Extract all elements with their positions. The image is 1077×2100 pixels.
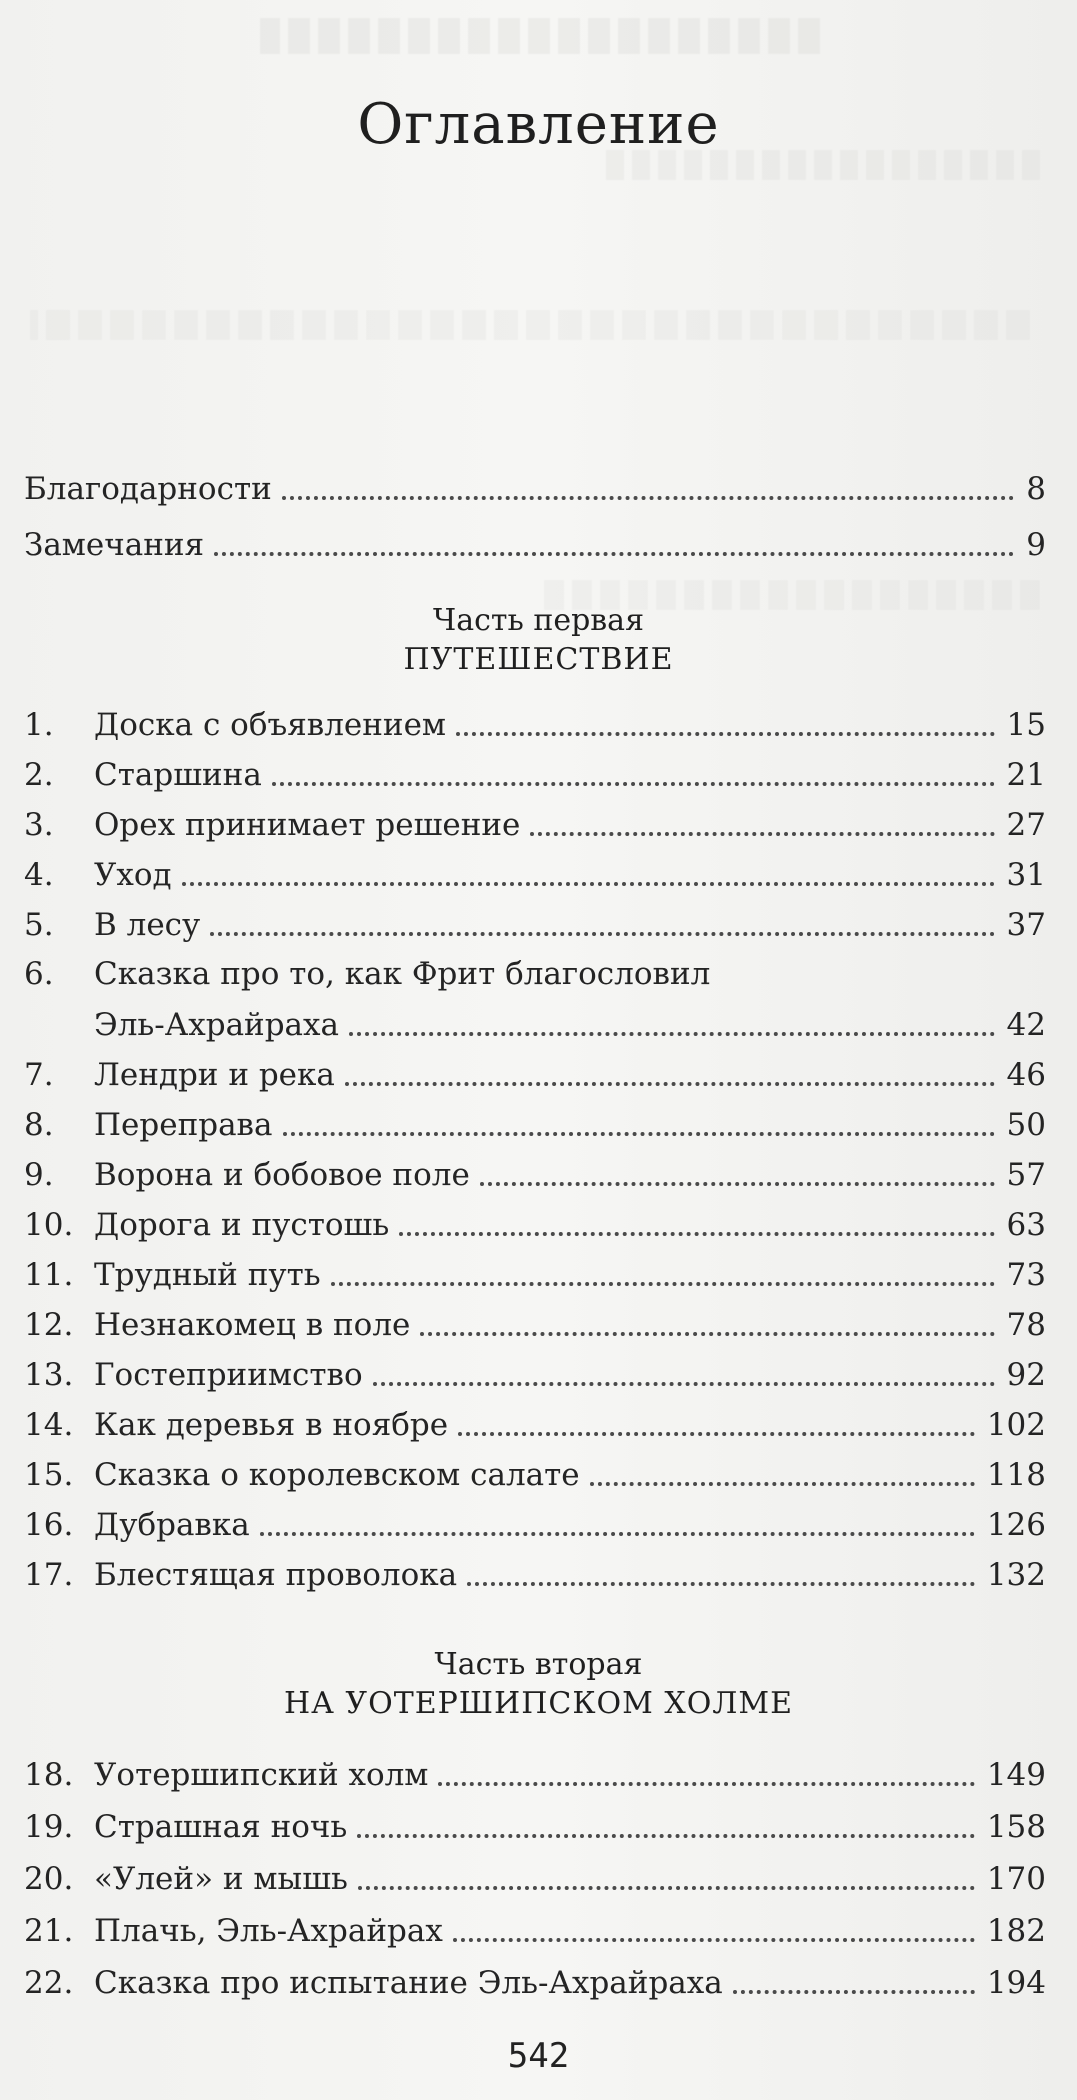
toc-entry: [24, 1848, 1046, 1898]
entry-page: 46: [1006, 1057, 1046, 1093]
bleed-through: [260, 18, 820, 54]
dot-leader: [480, 1182, 995, 1186]
entry-title: «Улей» и мышь: [94, 1861, 348, 1897]
entry-title: Замечания: [24, 527, 205, 563]
entry-page: 118: [986, 1457, 1046, 1493]
entry-title: Уход: [94, 857, 172, 893]
entry-title: Орех принимает решение: [94, 807, 521, 843]
dot-leader: [282, 496, 1014, 500]
entry-title-continued: Эль-Ахрайраха: [94, 1007, 340, 1043]
dot-leader: [456, 732, 995, 736]
entry-title: Плачь, Эль-Ахрайрах: [94, 1913, 443, 1949]
entry-number: 13.: [24, 1357, 74, 1393]
entry-title: Уотершипский холм: [94, 1757, 429, 1793]
entry-page: 42: [1006, 1007, 1046, 1043]
entry-title: Благодарности: [24, 471, 272, 507]
page-title: Оглавление: [357, 92, 720, 157]
dot-leader: [590, 1482, 975, 1486]
toc-entry: [24, 844, 1046, 894]
entry-number: 9.: [24, 1157, 54, 1193]
dot-leader: [467, 1582, 975, 1586]
dot-leader: [214, 552, 1014, 556]
bleed-through: [30, 310, 1030, 340]
dot-leader: [458, 1432, 975, 1436]
dot-leader: [373, 1382, 995, 1386]
entry-title: Ворона и бобовое поле: [94, 1157, 470, 1193]
entry-number: 21.: [24, 1913, 74, 1949]
part-heading: [0, 1646, 1077, 1724]
dot-leader: [283, 1132, 995, 1136]
toc-entry: [24, 1544, 1046, 1594]
entry-number: 6.: [24, 956, 54, 992]
toc-entry: [24, 1796, 1046, 1846]
dot-leader: [530, 832, 994, 836]
entry-title: Незнакомец в поле: [94, 1307, 411, 1343]
toc-entry: [24, 1952, 1046, 2002]
entry-number: 16.: [24, 1507, 74, 1543]
toc-entry: [24, 1744, 1046, 1794]
toc-entry: [24, 694, 1046, 744]
dot-leader: [260, 1532, 975, 1536]
dot-leader: [182, 882, 995, 886]
dot-leader: [345, 1082, 995, 1086]
dot-leader: [272, 782, 995, 786]
entry-number: 10.: [24, 1207, 74, 1243]
entry-number: 22.: [24, 1965, 74, 2001]
toc-entry: [24, 458, 1046, 508]
part-name: Часть вторая: [434, 1647, 643, 1682]
dot-leader: [733, 1990, 975, 1994]
entry-title: Сказка про испытание Эль-Ахрайраха: [94, 1965, 723, 2001]
entry-title: Доска с объявлением: [94, 707, 447, 743]
entry-title: Гостеприимство: [94, 1357, 363, 1393]
entry-page: 63: [1006, 1207, 1046, 1243]
toc-entry: [24, 1094, 1046, 1144]
entry-number: 20.: [24, 1861, 74, 1897]
dot-leader: [210, 932, 994, 936]
entry-page: 8: [1026, 471, 1046, 507]
toc-entry: [24, 744, 1046, 794]
entry-number: 3.: [24, 807, 54, 843]
entry-number: 11.: [24, 1257, 74, 1293]
entry-number: 14.: [24, 1407, 74, 1443]
entry-page: 50: [1006, 1107, 1046, 1143]
entry-title: Переправа: [94, 1107, 273, 1143]
entry-number: 8.: [24, 1107, 54, 1143]
toc-entry: [24, 1044, 1046, 1094]
toc-entry: [24, 1294, 1046, 1344]
dot-leader: [420, 1332, 994, 1336]
entry-page: 170: [986, 1861, 1046, 1897]
entry-page: 102: [986, 1407, 1046, 1443]
toc-entry-line: [24, 955, 710, 993]
dot-leader: [453, 1938, 975, 1942]
entry-page: 158: [986, 1809, 1046, 1845]
toc-entry: [24, 1444, 1046, 1494]
entry-number: 4.: [24, 857, 54, 893]
toc-entry: [24, 1244, 1046, 1294]
dot-leader: [358, 1886, 975, 1890]
entry-number: 18.: [24, 1757, 74, 1793]
entry-number: 1.: [24, 707, 54, 743]
entry-number: 7.: [24, 1057, 54, 1093]
entry-page: 78: [1006, 1307, 1046, 1343]
part-name: Часть первая: [433, 603, 644, 638]
part-title: НА УОТЕРШИПСКОМ ХОЛМЕ: [284, 1686, 793, 1721]
entry-page: 21: [1006, 757, 1046, 793]
part-title: ПУТЕШЕСТВИЕ: [403, 642, 674, 677]
toc-entry: [24, 1144, 1046, 1194]
dot-leader: [357, 1834, 975, 1838]
entry-number: 19.: [24, 1809, 74, 1845]
entry-title: Сказка про то, как Фрит благословил: [94, 956, 711, 992]
toc-entry: [24, 1194, 1046, 1244]
dot-leader: [331, 1282, 995, 1286]
toc-entry: [24, 1494, 1046, 1544]
entry-page: 27: [1006, 807, 1046, 843]
entry-number: 2.: [24, 757, 54, 793]
toc-entry: [24, 994, 1046, 1044]
entry-number: 12.: [24, 1307, 74, 1343]
entry-title: Лендри и река: [94, 1057, 335, 1093]
part-heading: [0, 602, 1077, 680]
toc-entry: [24, 1394, 1046, 1444]
entry-page: 132: [986, 1557, 1046, 1593]
entry-page: 73: [1006, 1257, 1046, 1293]
toc-entry: [24, 1344, 1046, 1394]
entry-page: 57: [1006, 1157, 1046, 1193]
entry-number: 15.: [24, 1457, 74, 1493]
entry-page: 149: [986, 1757, 1046, 1793]
dot-leader: [438, 1782, 974, 1786]
entry-number: 17.: [24, 1557, 74, 1593]
entry-title: Трудный путь: [94, 1257, 321, 1293]
dot-leader: [349, 1032, 995, 1036]
entry-title: Старшина: [94, 757, 262, 793]
entry-title: Дорога и пустошь: [94, 1207, 390, 1243]
entry-number: 5.: [24, 907, 54, 943]
toc-entry: [24, 794, 1046, 844]
dot-leader: [399, 1232, 994, 1236]
entry-page: 194: [986, 1965, 1046, 2001]
entry-title: Страшная ночь: [94, 1809, 348, 1845]
entry-page: 37: [1006, 907, 1046, 943]
entry-title: Как деревья в ноябре: [94, 1407, 449, 1443]
entry-title: Сказка о королевском салате: [94, 1457, 580, 1493]
toc-entry: [24, 894, 1046, 944]
page-number: 542: [507, 2036, 570, 2076]
entry-title: В лесу: [94, 907, 201, 943]
toc-entry: [24, 514, 1046, 564]
entry-page: 31: [1006, 857, 1046, 893]
entry-page: 126: [986, 1507, 1046, 1543]
toc-entry: [24, 1900, 1046, 1950]
entry-title: Блестящая проволока: [94, 1557, 458, 1593]
entry-page: 9: [1026, 527, 1046, 563]
entry-page: 182: [986, 1913, 1046, 1949]
entry-page: 92: [1006, 1357, 1046, 1393]
entry-title: Дубравка: [94, 1507, 250, 1543]
entry-page: 15: [1006, 707, 1046, 743]
